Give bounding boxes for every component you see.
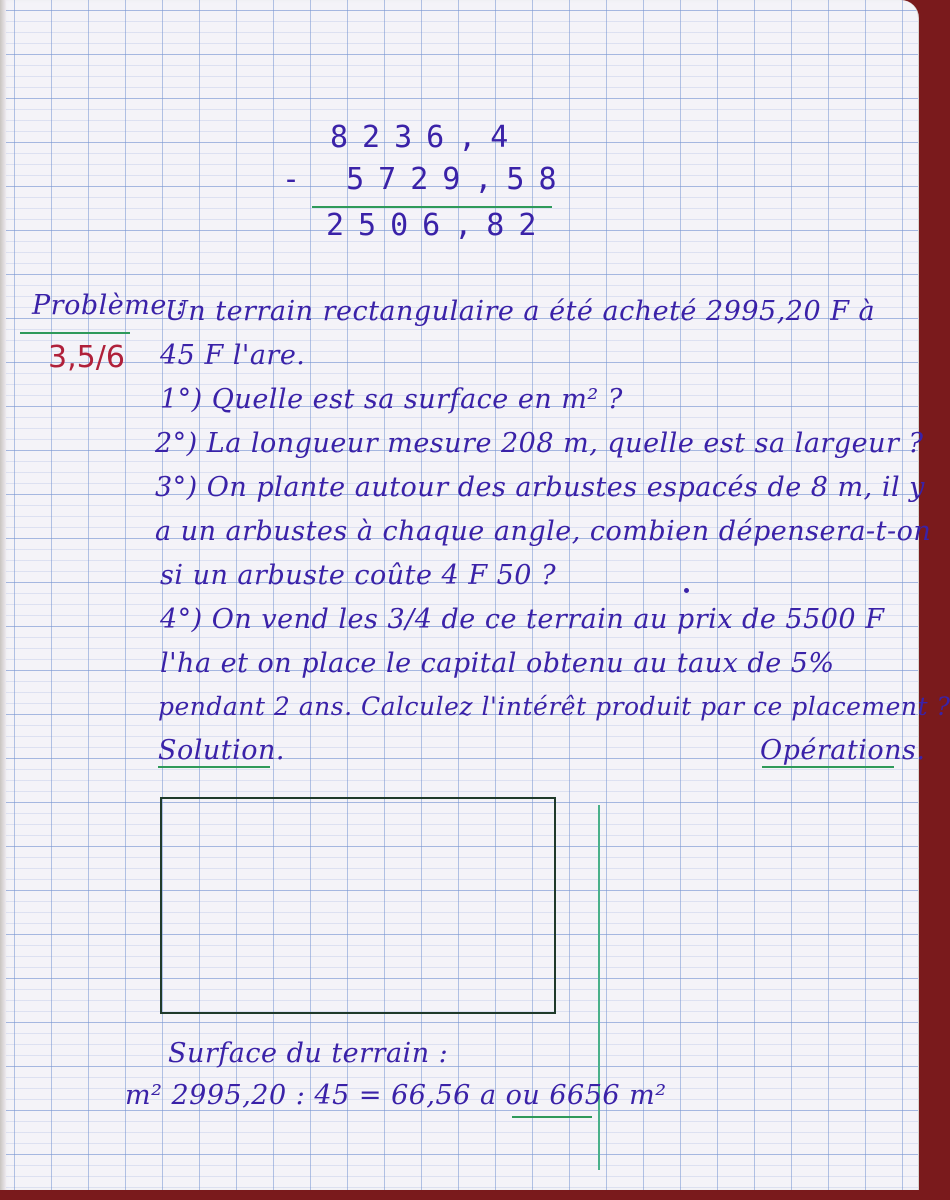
- subtraction-result: 2506,82: [326, 208, 551, 243]
- surface-heading: Surface du terrain :: [168, 1038, 449, 1069]
- subtraction-minuend: 8236,4: [330, 120, 523, 155]
- page-binding: [0, 0, 6, 1190]
- solution-underline: [158, 766, 270, 768]
- operations-heading: Opérations.: [760, 735, 926, 766]
- problem-line-9: l'ha et on place le capital obtenu au taux de 5%: [160, 648, 835, 679]
- problem-line-4: 2°) La longueur mesure 208 m, quelle est sa largeur ?: [155, 428, 924, 459]
- problem-line-6: a un arbustes à chaque angle, combien dépensera-t-on: [155, 516, 932, 547]
- terrain-rectangle: [160, 797, 556, 1014]
- problem-line-8: 4°) On vend les 3/4 de ce terrain au prix de 5500 F: [160, 604, 885, 635]
- answer-underline: [512, 1116, 592, 1118]
- problem-line-1: Un terrain rectangulaire a été acheté 2995,20 F à: [165, 296, 876, 327]
- problem-line-7: si un arbuste coûte 4 F 50 ?: [160, 560, 557, 591]
- grade-mark: 3,5/6: [48, 340, 125, 375]
- problem-line-10: pendant 2 ans. Calculez l'intérêt produit par ce placement ?: [158, 692, 950, 721]
- problem-line-3: 1°) Quelle est sa surface en m² ?: [160, 384, 623, 415]
- operations-margin-line: [598, 805, 600, 1170]
- operations-underline: [762, 766, 894, 768]
- problem-line-2: 45 F l'are.: [160, 340, 306, 371]
- surface-calculation: m² 2995,20 : 45 = 66,56 a ou 6656 m²: [125, 1080, 667, 1111]
- problem-line-5: 3°) On plante autour des arbustes espacés de 8 m, il y: [155, 472, 925, 503]
- ink-dot: [684, 588, 689, 593]
- subtraction-subtrahend: - 5729,58: [282, 162, 571, 197]
- solution-heading: Solution.: [158, 735, 285, 766]
- problem-label-underline: [20, 332, 130, 334]
- problem-label: Problème :: [32, 290, 186, 321]
